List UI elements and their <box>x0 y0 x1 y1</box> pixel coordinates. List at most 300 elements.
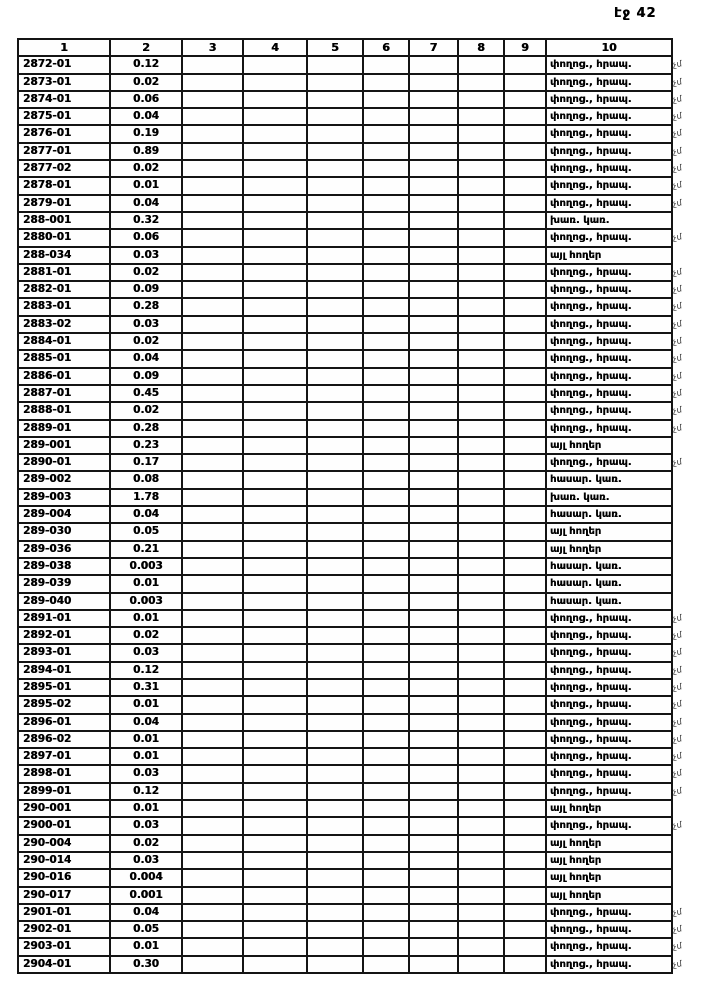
cell-empty-6 <box>364 888 408 903</box>
cell-empty-8 <box>459 57 503 72</box>
cell-area-value: 0.09 <box>111 282 181 297</box>
cell-area-value: 0.02 <box>111 403 181 418</box>
margin-handwritten-mark <box>673 523 697 526</box>
cell-empty-4 <box>244 559 306 574</box>
cell-empty-6 <box>364 939 408 954</box>
cell-empty-3 <box>183 386 242 401</box>
margin-handwritten-mark: չմ <box>672 180 683 192</box>
margin-handwritten-mark <box>673 471 697 474</box>
cell-land-category: փողոց., հրապ. <box>547 196 671 211</box>
cell-empty-8 <box>459 524 503 539</box>
cell-empty-3 <box>183 818 242 833</box>
cell-empty-9 <box>505 818 545 833</box>
cell-empty-9 <box>505 299 545 314</box>
cell-empty-7 <box>410 386 457 401</box>
cell-empty-6 <box>364 870 408 885</box>
margin-handwritten-mark: չմ <box>672 336 683 348</box>
cell-area-value: 0.02 <box>111 628 181 643</box>
table-row <box>19 57 683 72</box>
cell-land-category: այլ հողեր <box>547 853 671 868</box>
cell-parcel-code: 2878-01 <box>19 178 109 193</box>
table-row <box>19 178 683 193</box>
cell-empty-4 <box>244 282 306 297</box>
cell-empty-5 <box>308 559 362 574</box>
cell-empty-3 <box>183 57 242 72</box>
cell-land-category: այլ հողեր <box>547 248 671 263</box>
cell-parcel-code: 2887-01 <box>19 386 109 401</box>
margin-handwritten-mark: չմ <box>672 76 683 88</box>
cell-empty-5 <box>308 663 362 678</box>
cell-empty-9 <box>505 888 545 903</box>
margin-handwritten-mark: չմ <box>672 820 683 832</box>
cell-empty-5 <box>308 144 362 159</box>
cell-empty-6 <box>364 265 408 280</box>
margin-handwritten-mark: չմ <box>672 198 683 209</box>
cell-empty-6 <box>364 317 408 332</box>
cell-area-value: 0.01 <box>111 576 181 591</box>
cell-empty-8 <box>459 438 503 453</box>
cell-empty-5 <box>308 403 362 418</box>
cell-empty-9 <box>505 784 545 799</box>
cell-land-category: փողոց., հրապ. <box>547 144 671 159</box>
cell-empty-8 <box>459 542 503 557</box>
cell-parcel-code: 2889-01 <box>19 421 109 436</box>
cell-parcel-code: 2879-01 <box>19 196 109 211</box>
cell-empty-7 <box>410 645 457 660</box>
cell-parcel-code: 2874-01 <box>19 92 109 107</box>
margin-handwritten-mark: չմ <box>672 907 683 919</box>
margin-handwritten-mark <box>673 212 697 215</box>
cell-land-category: փողոց., հրապ. <box>547 369 671 384</box>
cell-empty-6 <box>364 213 408 228</box>
margin-handwritten-mark: չմ <box>672 751 683 763</box>
cell-empty-5 <box>308 524 362 539</box>
cell-empty-4 <box>244 351 306 366</box>
cell-empty-3 <box>183 542 242 557</box>
cell-empty-7 <box>410 351 457 366</box>
cell-land-category: հասար. կառ. <box>547 507 671 522</box>
cell-empty-9 <box>505 126 545 141</box>
cell-empty-6 <box>364 542 408 557</box>
cell-empty-3 <box>183 524 242 539</box>
cell-parcel-code: 2896-01 <box>19 715 109 730</box>
cell-empty-9 <box>505 248 545 263</box>
cell-parcel-code: 2884-01 <box>19 334 109 349</box>
cell-empty-4 <box>244 144 306 159</box>
cell-empty-9 <box>505 213 545 228</box>
cell-empty-8 <box>459 576 503 591</box>
cell-parcel-code: 2883-02 <box>19 317 109 332</box>
cell-land-category: փողոց., հրապ. <box>547 75 671 90</box>
cell-empty-3 <box>183 957 242 972</box>
cell-land-category: փողոց., հրապ. <box>547 109 671 124</box>
cell-empty-4 <box>244 248 306 263</box>
cell-empty-7 <box>410 766 457 781</box>
cell-area-value: 0.05 <box>111 524 181 539</box>
cell-empty-6 <box>364 57 408 72</box>
cell-empty-5 <box>308 178 362 193</box>
margin-handwritten-mark: չմ <box>672 630 683 642</box>
cell-parcel-code: 2898-01 <box>19 766 109 781</box>
cell-empty-9 <box>505 421 545 436</box>
margin-handwritten-mark: չմ <box>672 388 683 400</box>
cell-empty-5 <box>308 939 362 954</box>
margin-handwritten-mark: չմ <box>672 941 683 953</box>
table-row <box>19 957 683 972</box>
cell-area-value: 0.06 <box>111 230 181 245</box>
cell-area-value: 0.04 <box>111 905 181 920</box>
cell-empty-7 <box>410 334 457 349</box>
cell-empty-4 <box>244 836 306 851</box>
cell-empty-8 <box>459 317 503 332</box>
cell-empty-9 <box>505 455 545 470</box>
cell-empty-3 <box>183 299 242 314</box>
cell-empty-4 <box>244 455 306 470</box>
header-cell-8: 8 <box>459 40 503 55</box>
cell-empty-6 <box>364 594 408 609</box>
cell-empty-5 <box>308 749 362 764</box>
cell-empty-7 <box>410 749 457 764</box>
cell-area-value: 0.003 <box>111 594 181 609</box>
cell-empty-3 <box>183 697 242 712</box>
cell-empty-8 <box>459 265 503 280</box>
cell-parcel-code: 290-014 <box>19 853 109 868</box>
cell-parcel-code: 2891-01 <box>19 611 109 626</box>
cell-empty-9 <box>505 507 545 522</box>
cell-land-category: հասար. կառ. <box>547 594 671 609</box>
cell-empty-6 <box>364 697 408 712</box>
cell-empty-8 <box>459 697 503 712</box>
cell-empty-9 <box>505 628 545 643</box>
cell-empty-6 <box>364 161 408 176</box>
table-row <box>19 92 683 107</box>
cell-land-category: փողոց., հրապ. <box>547 628 671 643</box>
cell-empty-4 <box>244 92 306 107</box>
cell-empty-7 <box>410 92 457 107</box>
cell-empty-9 <box>505 386 545 401</box>
cell-empty-7 <box>410 438 457 453</box>
cell-empty-8 <box>459 836 503 851</box>
cell-empty-7 <box>410 594 457 609</box>
margin-handwritten-mark: չմ <box>672 457 683 469</box>
cell-empty-4 <box>244 594 306 609</box>
cell-empty-9 <box>505 611 545 626</box>
header-cell-7: 7 <box>410 40 457 55</box>
cell-land-category: փողոց., հրապ. <box>547 645 671 660</box>
margin-handwritten-mark <box>673 558 697 561</box>
cell-empty-9 <box>505 542 545 557</box>
cell-empty-4 <box>244 524 306 539</box>
table-row <box>19 386 683 401</box>
cell-parcel-code: 2896-02 <box>19 732 109 747</box>
cell-empty-6 <box>364 369 408 384</box>
cell-empty-3 <box>183 248 242 263</box>
table-row <box>19 749 683 764</box>
margin-handwritten-mark: չմ <box>672 682 683 694</box>
cell-empty-5 <box>308 905 362 920</box>
cell-empty-5 <box>308 697 362 712</box>
cell-area-value: 0.01 <box>111 697 181 712</box>
cell-empty-5 <box>308 213 362 228</box>
cell-empty-8 <box>459 369 503 384</box>
cell-empty-4 <box>244 161 306 176</box>
cell-land-category: խառ. կառ. <box>547 490 671 505</box>
cell-empty-3 <box>183 490 242 505</box>
cell-empty-8 <box>459 732 503 747</box>
cell-empty-9 <box>505 576 545 591</box>
cell-empty-8 <box>459 507 503 522</box>
cell-empty-5 <box>308 576 362 591</box>
cell-empty-4 <box>244 507 306 522</box>
cell-empty-5 <box>308 870 362 885</box>
table-row <box>19 611 683 626</box>
table-row <box>19 213 671 228</box>
cell-empty-8 <box>459 853 503 868</box>
cell-empty-4 <box>244 888 306 903</box>
cell-empty-8 <box>459 144 503 159</box>
cell-empty-8 <box>459 92 503 107</box>
cell-empty-5 <box>308 386 362 401</box>
margin-handwritten-mark: չմ <box>672 665 683 676</box>
margin-handwritten-mark: չմ <box>672 128 683 140</box>
cell-empty-7 <box>410 230 457 245</box>
cell-empty-6 <box>364 524 408 539</box>
cell-land-category: փողոց., հրապ. <box>547 334 671 349</box>
cell-empty-6 <box>364 334 408 349</box>
margin-handwritten-mark: չմ <box>672 163 683 175</box>
cell-area-value: 1.78 <box>111 490 181 505</box>
cell-empty-9 <box>505 939 545 954</box>
cell-area-value: 0.12 <box>111 663 181 678</box>
cell-land-category: փողոց., հրապ. <box>547 455 671 470</box>
cell-land-category: այլ հողեր <box>547 524 671 539</box>
table-row <box>19 680 683 695</box>
cell-empty-8 <box>459 351 503 366</box>
cell-land-category: փողոց., հրապ. <box>547 939 671 954</box>
margin-handwritten-mark: չմ <box>672 422 683 434</box>
cell-area-value: 0.004 <box>111 870 181 885</box>
cell-land-category: փողոց., հրապ. <box>547 317 671 332</box>
cell-empty-7 <box>410 939 457 954</box>
cell-empty-5 <box>308 455 362 470</box>
cell-empty-9 <box>505 905 545 920</box>
cell-empty-8 <box>459 455 503 470</box>
margin-handwritten-mark <box>673 488 697 491</box>
cell-parcel-code: 2894-01 <box>19 663 109 678</box>
cell-empty-3 <box>183 213 242 228</box>
cell-parcel-code: 2901-01 <box>19 905 109 920</box>
cell-land-category: փողոց., հրապ. <box>547 784 671 799</box>
cell-empty-7 <box>410 472 457 487</box>
cell-empty-5 <box>308 351 362 366</box>
table-row <box>19 888 671 903</box>
header-cell-5: 5 <box>308 40 362 55</box>
cell-empty-8 <box>459 818 503 833</box>
header-cell-3: 3 <box>183 40 242 55</box>
margin-handwritten-mark: չմ <box>672 94 683 106</box>
margin-handwritten-mark: չմ <box>672 301 683 313</box>
cell-empty-3 <box>183 230 242 245</box>
table-row <box>19 75 683 90</box>
margin-handwritten-mark: չմ <box>672 405 683 417</box>
cell-parcel-code: 2875-01 <box>19 109 109 124</box>
table-row <box>19 317 683 332</box>
cell-land-category: այլ հողեր <box>547 836 671 851</box>
cell-empty-8 <box>459 680 503 695</box>
cell-empty-9 <box>505 334 545 349</box>
cell-empty-8 <box>459 178 503 193</box>
cell-empty-4 <box>244 403 306 418</box>
cell-empty-6 <box>364 248 408 263</box>
cell-land-category: հասար. կառ. <box>547 559 671 574</box>
cell-area-value: 0.12 <box>111 784 181 799</box>
cell-empty-4 <box>244 784 306 799</box>
cell-empty-3 <box>183 178 242 193</box>
cell-empty-9 <box>505 351 545 366</box>
cell-empty-3 <box>183 749 242 764</box>
table-row <box>19 472 671 487</box>
table-row <box>19 922 683 937</box>
cell-empty-8 <box>459 299 503 314</box>
cell-empty-9 <box>505 836 545 851</box>
cell-empty-8 <box>459 645 503 660</box>
cell-empty-7 <box>410 697 457 712</box>
cell-parcel-code: 2882-01 <box>19 282 109 297</box>
cell-empty-4 <box>244 490 306 505</box>
cell-area-value: 0.03 <box>111 818 181 833</box>
cell-empty-8 <box>459 403 503 418</box>
table-row <box>19 939 683 954</box>
cell-empty-7 <box>410 905 457 920</box>
cell-empty-6 <box>364 490 408 505</box>
cell-empty-3 <box>183 939 242 954</box>
cell-empty-4 <box>244 421 306 436</box>
cell-empty-6 <box>364 438 408 453</box>
cell-empty-7 <box>410 248 457 263</box>
cell-empty-5 <box>308 715 362 730</box>
cell-land-category: փողոց., հրապ. <box>547 92 671 107</box>
cell-empty-7 <box>410 888 457 903</box>
cell-empty-9 <box>505 144 545 159</box>
cell-empty-8 <box>459 248 503 263</box>
header-cell-4: 4 <box>244 40 306 55</box>
cell-empty-5 <box>308 196 362 211</box>
cell-empty-4 <box>244 801 306 816</box>
cell-empty-5 <box>308 818 362 833</box>
cell-empty-3 <box>183 455 242 470</box>
table-row <box>19 421 683 436</box>
cell-empty-6 <box>364 299 408 314</box>
margin-handwritten-mark <box>673 800 697 803</box>
cell-empty-6 <box>364 766 408 781</box>
cell-empty-4 <box>244 715 306 730</box>
cell-empty-5 <box>308 334 362 349</box>
margin-handwritten-mark: չմ <box>672 370 683 382</box>
cell-area-value: 0.31 <box>111 680 181 695</box>
cell-empty-8 <box>459 386 503 401</box>
cell-empty-3 <box>183 922 242 937</box>
cell-area-value: 0.08 <box>111 472 181 487</box>
cell-land-category: փողոց., հրապ. <box>547 957 671 972</box>
cell-land-category: փողոց., հրապ. <box>547 766 671 781</box>
cell-empty-7 <box>410 75 457 90</box>
margin-handwritten-mark <box>673 506 697 509</box>
cell-empty-5 <box>308 369 362 384</box>
cell-land-category: փողոց., հրապ. <box>547 351 671 366</box>
cell-empty-8 <box>459 559 503 574</box>
cell-land-category: խառ. կառ. <box>547 213 671 228</box>
cell-empty-6 <box>364 144 408 159</box>
cell-parcel-code: 288-001 <box>19 213 109 228</box>
cell-land-category: փողոց., հրապ. <box>547 230 671 245</box>
table-row <box>19 230 683 245</box>
cell-empty-5 <box>308 732 362 747</box>
cell-land-category: այլ հողեր <box>547 888 671 903</box>
cell-empty-5 <box>308 57 362 72</box>
cell-empty-3 <box>183 144 242 159</box>
cell-empty-5 <box>308 230 362 245</box>
cell-empty-8 <box>459 611 503 626</box>
cell-land-category: այլ հողեր <box>547 542 671 557</box>
cell-area-value: 0.03 <box>111 766 181 781</box>
cell-area-value: 0.04 <box>111 715 181 730</box>
margin-handwritten-mark: չմ <box>672 734 683 746</box>
table-row <box>19 559 671 574</box>
cell-parcel-code: 289-030 <box>19 524 109 539</box>
cell-empty-8 <box>459 957 503 972</box>
table-row <box>19 455 683 470</box>
cell-empty-7 <box>410 680 457 695</box>
cell-parcel-code: 2890-01 <box>19 455 109 470</box>
margin-handwritten-mark: չմ <box>672 267 683 279</box>
cell-empty-4 <box>244 542 306 557</box>
cell-area-value: 0.04 <box>111 351 181 366</box>
cell-empty-5 <box>308 922 362 937</box>
cell-empty-7 <box>410 421 457 436</box>
cell-empty-4 <box>244 299 306 314</box>
table-row <box>19 126 683 141</box>
page-number: էջ 42 <box>614 6 657 21</box>
cell-empty-3 <box>183 870 242 885</box>
cell-parcel-code: 2876-01 <box>19 126 109 141</box>
cell-land-category: փողոց., հրապ. <box>547 680 671 695</box>
cell-empty-7 <box>410 455 457 470</box>
cell-empty-8 <box>459 939 503 954</box>
cell-empty-7 <box>410 299 457 314</box>
cell-parcel-code: 2897-01 <box>19 749 109 764</box>
margin-handwritten-mark: չմ <box>672 284 683 296</box>
cell-empty-4 <box>244 75 306 90</box>
cell-empty-5 <box>308 888 362 903</box>
margin-handwritten-mark: չմ <box>672 319 683 330</box>
cell-empty-5 <box>308 542 362 557</box>
cell-empty-5 <box>308 248 362 263</box>
header-cell-10: 10 <box>547 40 671 55</box>
cell-area-value: 0.03 <box>111 853 181 868</box>
cell-area-value: 0.01 <box>111 732 181 747</box>
cell-empty-4 <box>244 749 306 764</box>
cell-land-category: փողոց., հրապ. <box>547 905 671 920</box>
margin-handwritten-mark: չմ <box>672 146 683 158</box>
cell-land-category: այլ հողեր <box>547 801 671 816</box>
cell-empty-4 <box>244 213 306 228</box>
cell-empty-5 <box>308 836 362 851</box>
table-row <box>19 403 683 418</box>
cell-empty-6 <box>364 196 408 211</box>
cell-empty-6 <box>364 472 408 487</box>
table-row <box>19 766 683 781</box>
cell-empty-9 <box>505 715 545 730</box>
